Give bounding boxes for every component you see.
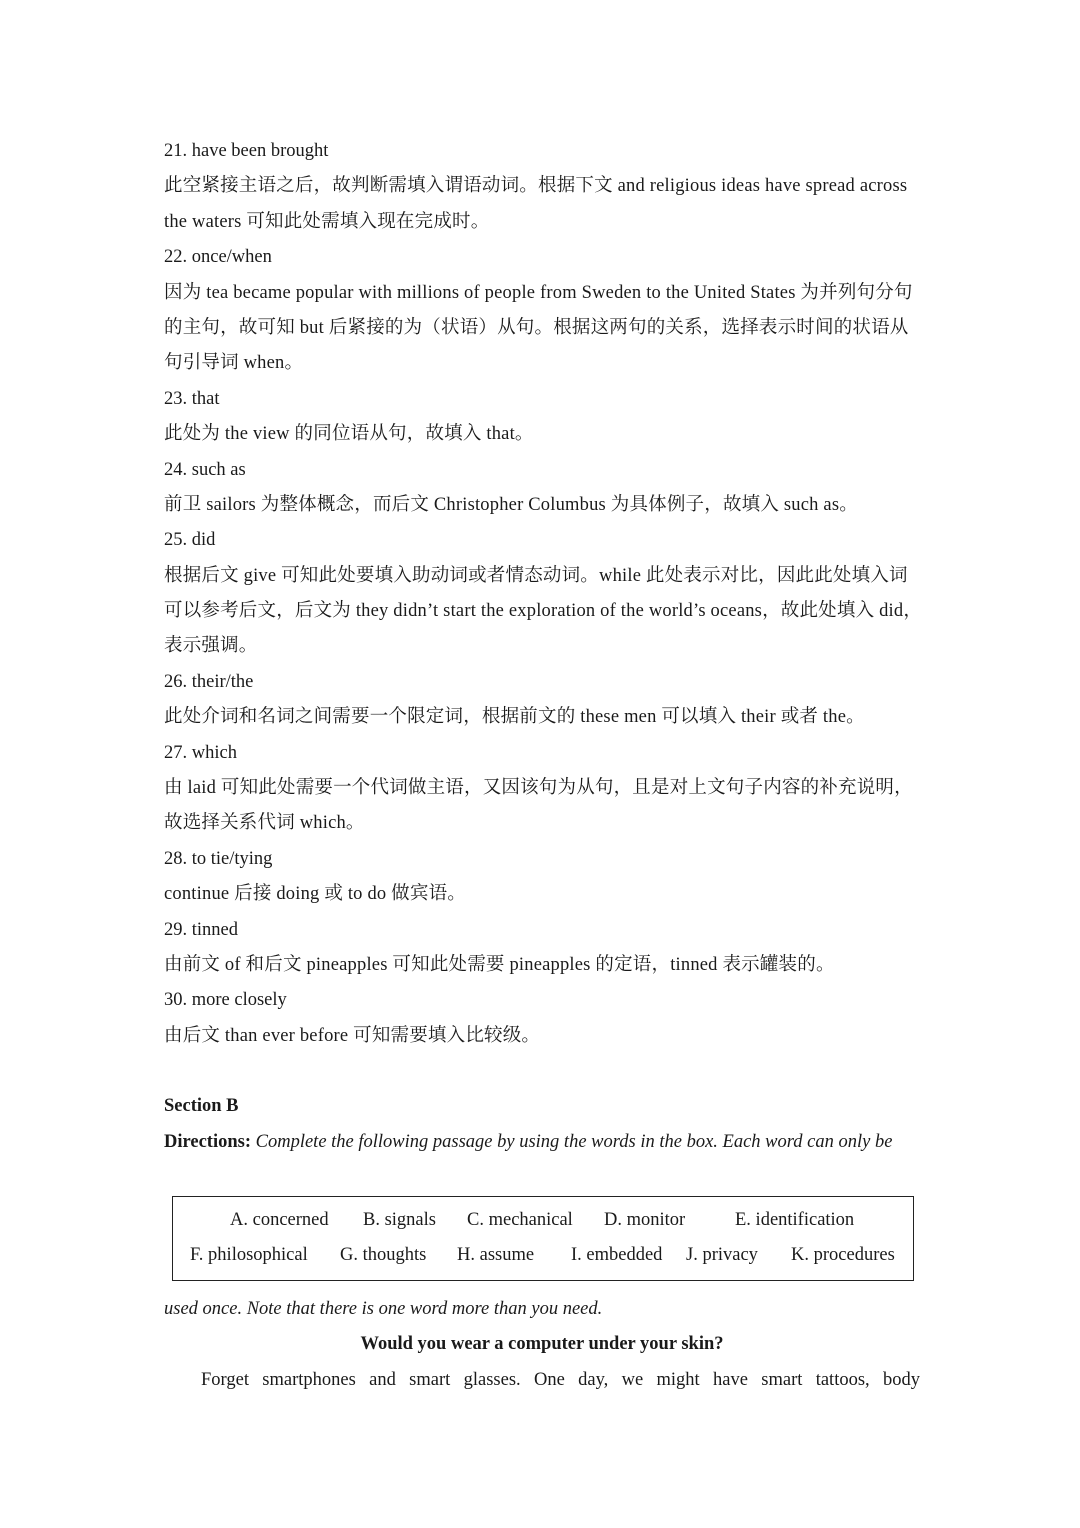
answer-explanation: 表示强调。 <box>164 636 258 657</box>
answer-number: 28. to tie/tying <box>164 848 273 869</box>
answer-explanation: 由前文 of 和后文 pineapples 可知此处需要 pineapples 的定语，tinned 表示罐装的。 <box>164 954 835 975</box>
directions-label: Directions: <box>164 1131 251 1152</box>
word-option: K. procedures <box>791 1245 895 1265</box>
answer-explanation: 由后文 than ever before 可知需要填入比较级。 <box>164 1025 541 1046</box>
passage-title: Would you wear a computer under your skin? <box>360 1334 724 1355</box>
answer-explanation: 此处为 the view 的同位语从句，故填入 that。 <box>164 424 534 445</box>
directions-continuation: used once. Note that there is one word more than you need. <box>164 1299 603 1319</box>
word-option: I. embedded <box>571 1245 663 1265</box>
answer-explanation: 可以参考后文，后文为 they didn’t start the exploration of the world’s oceans，故此处填入 did， <box>164 601 923 622</box>
word-option: E. identification <box>735 1210 855 1230</box>
answer-explanation: 句引导词 when。 <box>164 353 304 374</box>
passage-section <box>164 1292 920 1398</box>
word-box <box>172 1196 914 1281</box>
word-option: F. philosophical <box>190 1245 308 1265</box>
answer-explanation: 此空紧接主语之后，故判断需填入谓语动词。根据下文 and religious ideas have spread across <box>164 176 908 197</box>
answer-number: 24. such as <box>164 459 246 480</box>
answer-number: 23. that <box>164 388 220 409</box>
answer-explanation: continue 后接 doing 或 to do 做宾语。 <box>164 884 466 905</box>
answer-explanation: 前卫 sailors 为整体概念，而后文 Christopher Columbus 为具体例子，故填入 such as。 <box>164 494 858 515</box>
section-title: Section B <box>164 1096 239 1117</box>
word-option: A. concerned <box>230 1210 329 1230</box>
answer-number: 27. which <box>164 742 237 763</box>
answer-number: 30. more closely <box>164 990 287 1011</box>
spacer <box>164 1054 920 1089</box>
answer-list <box>164 134 923 1054</box>
answer-explanation: 的主句，故可知 but 后紧接的为（状语）从句。根据这两句的关系，选择表示时间的状语从 <box>164 317 909 338</box>
answer-explanation: 因为 tea became popular with millions of people from Sweden to the United States 为并列句分句 <box>164 282 913 303</box>
answer-number: 26. their/the <box>164 671 254 692</box>
passage-first-line: Forget smartphones and smart glasses. One day, we might have smart tattoos, body <box>201 1369 920 1390</box>
answer-number: 21. have been brought <box>164 141 329 161</box>
answer-number: 22. once/when <box>164 247 272 268</box>
word-option: J. privacy <box>686 1245 758 1265</box>
answer-number: 25. did <box>164 530 216 551</box>
answer-explanation: 根据后文 give 可知此处要填入助动词或者情态动词。while 此处表示对比，因此此处填入词 <box>164 565 908 586</box>
directions-text: Complete the following passage by using the words in the box. Each word can only be <box>255 1131 893 1152</box>
answer-explanation: 由 laid 可知此处需要一个代词做主语，又因该句为从句，且是对上文句子内容的补充说明， <box>164 778 913 799</box>
word-option: B. signals <box>363 1210 436 1230</box>
answer-number: 29. tinned <box>164 919 238 940</box>
answer-explanation: the waters 可知此处需填入现在完成时。 <box>164 211 490 232</box>
word-option: G. thoughts <box>340 1245 427 1265</box>
answer-explanation: 此处介词和名词之间需要一个限定词，根据前文的 these men 可以填入 their 或者 the。 <box>164 707 865 728</box>
word-option: C. mechanical <box>467 1210 573 1230</box>
directions <box>164 1125 920 1160</box>
word-option: D. monitor <box>604 1210 686 1230</box>
answer-key <box>164 134 923 1160</box>
word-option: H. assume <box>457 1245 535 1265</box>
answer-explanation: 故选择关系代词 which。 <box>164 813 365 834</box>
